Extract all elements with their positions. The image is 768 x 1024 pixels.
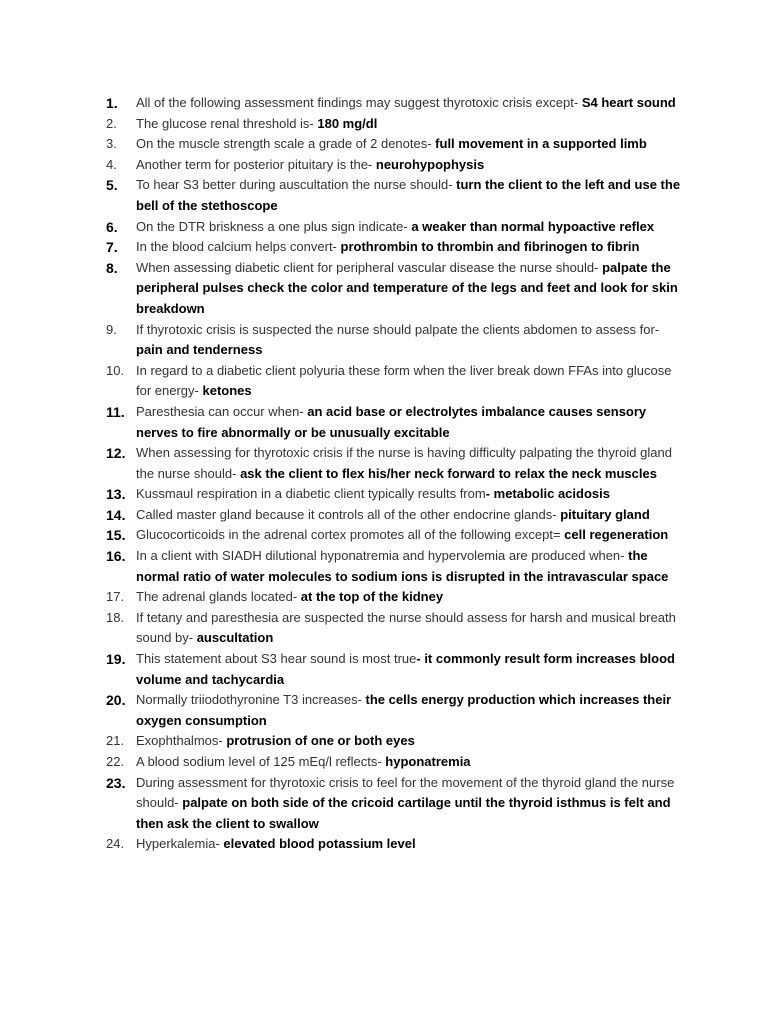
item-text bbox=[136, 320, 686, 361]
list-item bbox=[106, 587, 686, 608]
item-number: 2. bbox=[106, 115, 117, 131]
item-number: 1. bbox=[106, 95, 118, 111]
answer-text: S4 heart sound bbox=[581, 95, 676, 110]
item-text bbox=[136, 114, 686, 135]
question-text: In regard to a diabetic client polyuria these form when the liver break down FFAs into glucose for energy- bbox=[136, 362, 672, 399]
item-number: 3. bbox=[106, 136, 117, 152]
question-text: In the blood calcium helps convert- bbox=[136, 239, 341, 255]
list-item bbox=[106, 649, 686, 690]
item-number: 22. bbox=[106, 754, 125, 769]
question-text: To hear S3 better during auscultation the nurse should- bbox=[136, 177, 457, 193]
answer-text: hyponatremia bbox=[385, 754, 471, 769]
answer-text: elevated blood potassium level bbox=[223, 836, 416, 852]
item-text bbox=[136, 505, 686, 526]
item-number: 24. bbox=[106, 836, 125, 852]
answer-text: the cells energy production which increases their oxygen consumption bbox=[136, 692, 672, 728]
question-text: Kussmaul respiration in a diabetic client typically results from bbox=[136, 486, 486, 502]
list-item bbox=[106, 834, 686, 855]
item-number: 14. bbox=[106, 506, 126, 523]
question-text: Another term for posterior pituitary is the- bbox=[136, 156, 376, 172]
list-item bbox=[106, 731, 686, 752]
list-item bbox=[106, 361, 686, 402]
list-item bbox=[106, 134, 686, 155]
answer-text: turn the client to the left and use the bell of the stethoscope bbox=[136, 177, 681, 213]
answer-text: 180 mg/dl bbox=[317, 115, 378, 131]
item-number: 20. bbox=[106, 692, 126, 709]
list-item bbox=[106, 93, 686, 114]
answer-text: full movement in a supported limb bbox=[435, 136, 647, 152]
answer-text: pain and tenderness bbox=[136, 342, 263, 358]
list-item bbox=[106, 690, 686, 731]
item-text bbox=[136, 175, 686, 216]
item-number: 23. bbox=[106, 774, 126, 791]
item-number: 19. bbox=[106, 651, 126, 668]
list-item bbox=[106, 608, 686, 649]
item-text bbox=[136, 525, 686, 546]
item-text bbox=[136, 402, 686, 443]
answer-text: neurohypophysis bbox=[375, 156, 485, 172]
question-text: On the DTR briskness a one plus sign indicate- bbox=[136, 218, 412, 234]
item-text bbox=[136, 587, 686, 608]
list-item bbox=[106, 546, 686, 587]
question-text: If thyrotoxic crisis is suspected the nurse should palpate the clients abdomen to assess for- bbox=[136, 321, 660, 337]
item-text bbox=[136, 731, 686, 752]
answer-text: palpate the peripheral pulses check the color and temperature of the legs and feet and look for skin breakdown bbox=[136, 259, 678, 316]
list-item bbox=[106, 525, 686, 546]
answer-text: protrusion of one or both eyes bbox=[226, 733, 415, 749]
list-item bbox=[106, 155, 686, 176]
answer-text: - it commonly result form increases blood volume and tachycardia bbox=[136, 651, 675, 687]
question-text: If tetany and paresthesia are suspected the nurse should assess for harsh and musical breath sound by- bbox=[136, 609, 676, 646]
question-text: When assessing diabetic client for peripheral vascular disease the nurse should- bbox=[136, 259, 603, 275]
question-text: Normally triiodothyronine T3 increases- bbox=[136, 692, 366, 708]
item-text bbox=[136, 649, 686, 690]
question-text: A blood sodium level of 125 mEq/l reflects- bbox=[136, 754, 386, 769]
item-number: 6. bbox=[106, 218, 118, 235]
item-number: 5. bbox=[106, 177, 118, 194]
item-text bbox=[136, 134, 686, 155]
question-text: This statement about S3 hear sound is most true bbox=[136, 651, 417, 667]
item-text bbox=[136, 546, 686, 587]
list-item bbox=[106, 484, 686, 505]
item-text bbox=[136, 237, 686, 258]
item-number: 18. bbox=[106, 609, 125, 625]
list-item bbox=[106, 773, 686, 835]
list-item bbox=[106, 175, 686, 216]
answer-text: - metabolic acidosis bbox=[485, 486, 610, 502]
item-text bbox=[136, 608, 686, 649]
item-text bbox=[136, 834, 686, 855]
item-number: 11. bbox=[106, 403, 125, 420]
list-item bbox=[106, 402, 686, 443]
list-item bbox=[106, 114, 686, 135]
answer-text: the normal ratio of water molecules to sodium ions is disrupted in the intravascular space bbox=[136, 548, 669, 584]
list-item bbox=[106, 320, 686, 361]
item-text bbox=[136, 361, 686, 402]
answer-text: at the top of the kidney bbox=[300, 589, 444, 605]
item-text bbox=[136, 484, 686, 505]
question-text: Hyperkalemia- bbox=[136, 836, 224, 852]
item-text bbox=[136, 217, 686, 238]
item-number: 21. bbox=[106, 733, 125, 749]
question-text: In a client with SIADH dilutional hyponatremia and hypervolemia are produced when- bbox=[136, 548, 629, 564]
answer-text: auscultation bbox=[196, 630, 274, 646]
item-text bbox=[136, 155, 686, 176]
answer-text: pituitary gland bbox=[560, 506, 650, 522]
question-text: Exophthalmos- bbox=[136, 733, 227, 749]
question-answer-list bbox=[106, 93, 686, 855]
question-text: Paresthesia can occur when- bbox=[136, 403, 308, 419]
question-text: The adrenal glands located- bbox=[136, 589, 301, 605]
list-item bbox=[106, 217, 686, 238]
item-number: 17. bbox=[106, 589, 125, 605]
list-item bbox=[106, 443, 686, 484]
item-number: 12. bbox=[106, 445, 126, 462]
question-text: During assessment for thyrotoxic crisis to feel for the movement of the thyroid gland the nurse should- bbox=[136, 774, 675, 811]
item-number: 15. bbox=[106, 527, 126, 544]
item-number: 7. bbox=[106, 239, 118, 256]
item-number: 4. bbox=[106, 156, 117, 172]
item-text bbox=[136, 93, 686, 114]
list-item bbox=[106, 258, 686, 320]
question-text: The glucose renal threshold is- bbox=[136, 115, 318, 131]
question-text: All of the following assessment findings may suggest thyrotoxic crisis except- bbox=[136, 95, 582, 110]
question-text: On the muscle strength scale a grade of 2 denotes- bbox=[136, 136, 436, 152]
list-item bbox=[106, 752, 686, 773]
answer-text: cell regeneration bbox=[564, 527, 669, 543]
item-number: 10. bbox=[106, 362, 125, 378]
answer-text: a weaker than normal hypoactive reflex bbox=[411, 218, 655, 234]
answer-text: ketones bbox=[202, 383, 252, 399]
item-text bbox=[136, 258, 686, 320]
item-number: 9. bbox=[106, 321, 117, 337]
answer-text: prothrombin to thrombin and fibrinogen to fibrin bbox=[340, 239, 640, 255]
item-text bbox=[136, 773, 686, 835]
item-number: 13. bbox=[106, 486, 126, 503]
answer-text: palpate on both side of the cricoid cartilage until the thyroid isthmus is felt and then ask the client to swallow bbox=[136, 795, 671, 831]
item-number: 16. bbox=[106, 548, 126, 565]
answer-text: an acid base or electrolytes imbalance causes sensory nerves to fire abnormally or be unusually excitable bbox=[136, 403, 647, 440]
list-item bbox=[106, 505, 686, 526]
question-text: Called master gland because it controls all of the other endocrine glands- bbox=[136, 506, 561, 522]
list-item bbox=[106, 237, 686, 258]
item-text bbox=[136, 443, 686, 484]
item-number: 8. bbox=[106, 259, 118, 276]
item-text bbox=[136, 752, 686, 773]
question-text: Glucocorticoids in the adrenal cortex promotes all of the following except= bbox=[136, 527, 565, 543]
question-text: When assessing for thyrotoxic crisis if the nurse is having difficulty palpating the thyroid gland the nurse should- bbox=[136, 445, 672, 481]
item-text bbox=[136, 690, 686, 731]
answer-text: ask the client to flex his/her neck forward to relax the neck muscles bbox=[240, 465, 657, 481]
